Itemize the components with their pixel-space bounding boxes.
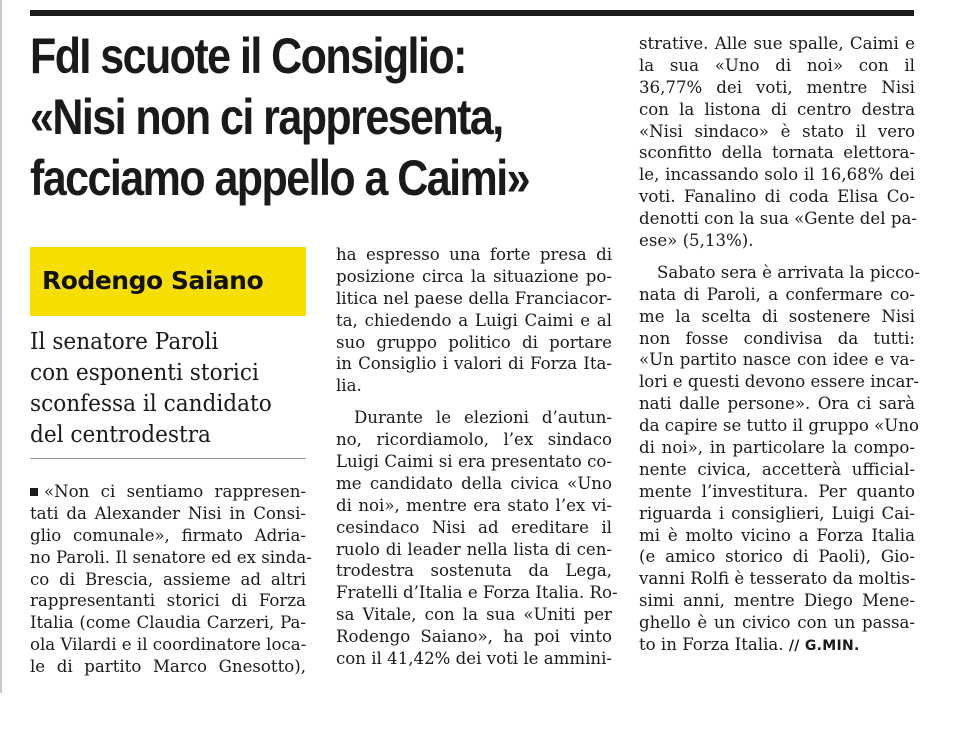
- headline-line-1: FdI scuote il Consiglio:: [30, 28, 466, 84]
- text-line: di noi», mentre era stato l’ex vi-: [336, 495, 612, 515]
- page-edge-rule: [0, 0, 2, 693]
- text-line: lori e questi devono essere incar-: [639, 372, 919, 392]
- subhead-line-2: con esponenti storici: [30, 360, 259, 386]
- text-line: sa Vitale, con la sua «Uniti per: [336, 605, 612, 625]
- column-1: [30, 481, 312, 678]
- text-line: le, incassando solo il 16,68% dei: [639, 165, 915, 185]
- text-line: posizione circa la situazione po-: [336, 266, 612, 286]
- subheadline: [30, 327, 312, 451]
- text-line: suo gruppo politico di portare: [336, 332, 612, 352]
- text-line: tati da Alexander Nisi in Consi-: [30, 503, 306, 523]
- text-line: «Un partito nasce con idee e va-: [639, 350, 915, 370]
- text-line: nente civica, accetterà ufficial-: [639, 459, 915, 479]
- text-line: Luigi Caimi si era presentato co-: [336, 452, 612, 472]
- text-line: strative. Alle sue spalle, Caimi e: [639, 34, 915, 53]
- text-line: lia.: [336, 376, 362, 396]
- text-line: me candidato della civica «Uno: [336, 473, 612, 493]
- text-line: ha espresso una forte presa di: [336, 245, 612, 264]
- text-line: le di partito Marco Gnesotto),: [30, 657, 306, 677]
- subhead-divider: [30, 458, 306, 459]
- kicker-label: Rodengo Saiano: [42, 266, 264, 295]
- text-line: nati dalle persone». Ora ci sarà: [639, 394, 915, 414]
- square-bullet-icon: [30, 488, 38, 496]
- text-line: «Nisi sindaco» è stato il vero: [639, 121, 915, 141]
- text-line: riguarda i consiglieri, Luigi Cai-: [639, 503, 915, 523]
- text-line: litica nel paese della Franciacor-: [336, 288, 612, 308]
- text-line: co di Brescia, assieme ad altri: [30, 569, 306, 589]
- text-line: glio comunale», firmato Adria-: [30, 525, 306, 545]
- column-2: [336, 244, 618, 670]
- author-signature: // G.MIN.: [788, 638, 860, 655]
- subhead-line-1: Il senatore Paroli: [30, 329, 219, 355]
- text-line: ruolo di leader nella lista di cen-: [336, 539, 612, 559]
- text-line: la sua «Uno di noi» con il: [639, 55, 915, 75]
- text-line: Durante le elezioni d’autun-: [354, 408, 612, 428]
- headline: [30, 26, 537, 209]
- text-line: (e amico storico di Paoli), Gio-: [639, 547, 915, 567]
- text-line: denotti con la sua «Gente del pa-: [639, 209, 917, 229]
- text-line: voti. Fanalino di coda Elisa Co-: [639, 187, 915, 207]
- text-line: ese» (5,13%).: [639, 231, 754, 251]
- text-line: con la listona di centro destra: [639, 99, 915, 119]
- text-line: ta, chiedendo a Luigi Caimi e al: [336, 310, 612, 330]
- text-line: [639, 634, 915, 656]
- text-line: ola Vilardi e il coordinatore loca-: [30, 635, 307, 655]
- text-line: Rodengo Saiano», ha poi vinto: [336, 627, 612, 647]
- subhead-line-4: del centrodestra: [30, 422, 211, 448]
- text-line: in Consiglio i valori di Forza Ita-: [336, 354, 612, 374]
- closing-text: to in Forza Italia.: [639, 635, 784, 655]
- text-line: sconfitto della tornata elettora-: [639, 143, 915, 163]
- text-line: mente l’investitura. Per quanto: [639, 481, 915, 501]
- text-line: no, ricordiamolo, l’ex sindaco: [336, 430, 612, 450]
- text-line: 36,77% dei voti, mentre Nisi: [639, 77, 915, 97]
- text-line: mi è molto vicino a Forza Italia: [639, 525, 915, 545]
- text-line: di noi», in particolare la compo-: [639, 438, 915, 458]
- text-line: con il 41,42% dei voti le ammini-: [336, 649, 612, 669]
- subhead-line-3: sconfessa il candidato: [30, 391, 272, 417]
- kicker-box: [30, 247, 306, 316]
- text-line: da capire se tutto il gruppo «Uno: [639, 416, 919, 436]
- text-line: trodestra sostenuta da Lega,: [336, 561, 612, 581]
- text-line: Sabato sera è arrivata la picco-: [657, 262, 920, 282]
- column-3: [639, 33, 920, 656]
- text-line: non fosse condivisa da tutti:: [639, 328, 915, 348]
- text-line: me la scelta di sostenere Nisi: [639, 306, 915, 326]
- text-line: simi anni, mentre Diego Mene-: [639, 591, 915, 611]
- text-line: Fratelli d’Italia e Forza Italia. Ro-: [336, 583, 618, 603]
- top-rule: [30, 10, 914, 16]
- text-line: ghello è un civico con un passa-: [639, 613, 915, 633]
- headline-line-3: facciamo appello a Caimi»: [30, 150, 530, 206]
- text-line: «Non ci sentiamo rappresen-: [30, 481, 306, 503]
- headline-line-2: «Nisi non ci rappresenta,: [30, 89, 503, 145]
- text-line: no Paroli. Il senatore ed ex sinda-: [30, 547, 312, 567]
- text-line: vanni Rolfi è tesserato da moltis-: [639, 569, 916, 589]
- text-line: cesindaco Nisi ad ereditare il: [336, 517, 612, 537]
- text-line: nata di Paroli, a confermare co-: [639, 284, 915, 304]
- text-line: rappresentanti storici di Forza: [30, 591, 306, 611]
- text-line: Italia (come Claudia Carzeri, Pa-: [30, 613, 306, 633]
